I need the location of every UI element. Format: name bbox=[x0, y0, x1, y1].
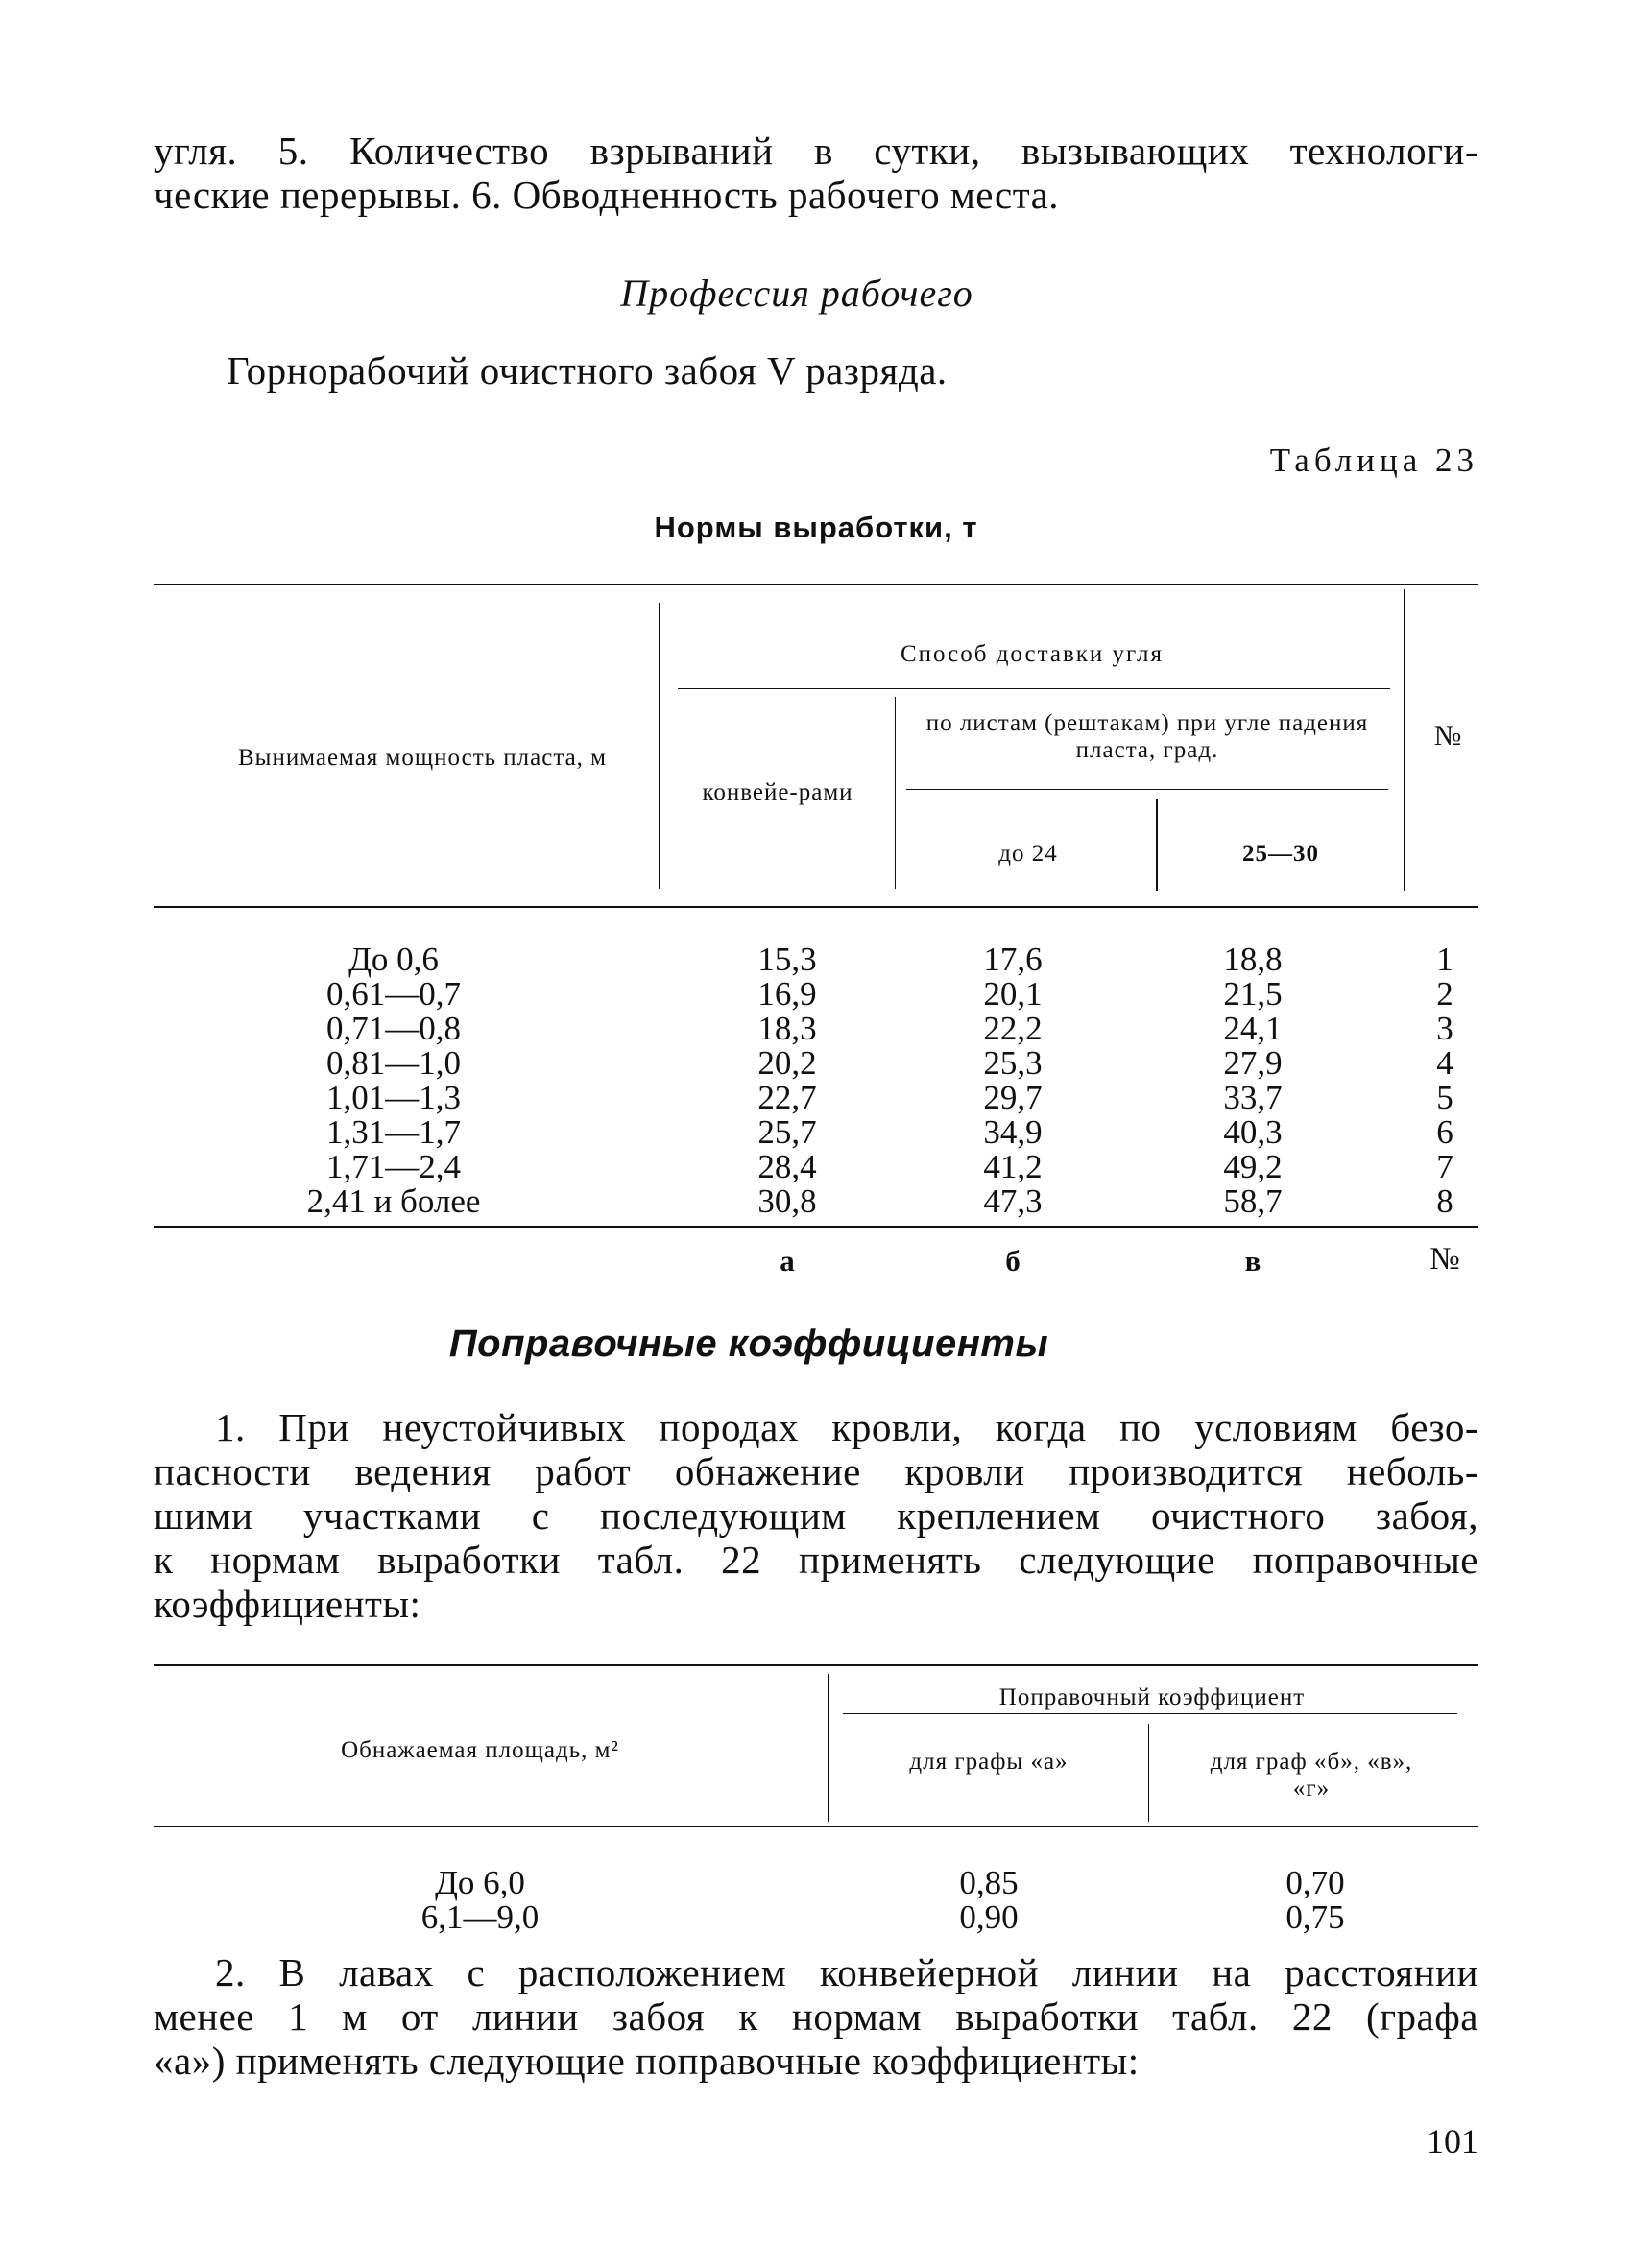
corrections-paragraph-2 bbox=[154, 1950, 1478, 2083]
table23-header-rule bbox=[154, 906, 1478, 908]
table23-title: Нормы выработки, т bbox=[654, 511, 978, 544]
intro-line-2: ческие перерывы. 6. Обводненность рабочего места. bbox=[154, 173, 1060, 217]
table23-vline-4 bbox=[1156, 799, 1158, 891]
p1-line-5: коэффициенты: bbox=[154, 1582, 421, 1626]
table-row: До 6,0 bbox=[435, 1864, 525, 1901]
table-cell: 27,9 bbox=[1223, 1044, 1283, 1082]
table-cell: 7 bbox=[1436, 1148, 1453, 1185]
table-cell: 58,7 bbox=[1223, 1182, 1283, 1220]
header-delivery: Способ доставки угля bbox=[900, 641, 1165, 667]
coef-col-area bbox=[384, 1866, 576, 1935]
table-cell: 1 bbox=[1436, 941, 1453, 978]
corrections-paragraph-1 bbox=[154, 1405, 1478, 1626]
coef-vline-1 bbox=[828, 1674, 829, 1822]
profession-text: Горнорабочий очистного забоя V разряда. bbox=[227, 348, 948, 393]
table-cell: 24,1 bbox=[1223, 1010, 1283, 1047]
table-cell: 49,2 bbox=[1223, 1148, 1283, 1185]
table-cell: 16,9 bbox=[757, 975, 817, 1013]
footer-c: в bbox=[1244, 1244, 1261, 1277]
table23-delivery-rule bbox=[678, 688, 1390, 689]
table-cell: 25,3 bbox=[983, 1044, 1043, 1082]
intro-paragraph bbox=[154, 129, 1478, 217]
p2-line-3: «а») применять следующие поправочные коэффициенты: bbox=[154, 2039, 1140, 2083]
table-row: 0,71—0,8 bbox=[326, 1010, 461, 1047]
col-c bbox=[1176, 943, 1330, 1219]
table-cell: 29,7 bbox=[983, 1079, 1043, 1116]
coef-header-col-bvg: для граф «б», «в», «г» bbox=[1210, 1749, 1413, 1802]
table23-bottom-rule bbox=[154, 1226, 1478, 1228]
table-cell: 20,2 bbox=[757, 1044, 817, 1082]
header-conveyor: конвейе-рами bbox=[702, 779, 853, 805]
coef-header-col-a: для графы «а» bbox=[909, 1749, 1069, 1775]
table-cell: 0,90 bbox=[959, 1898, 1019, 1936]
p1-line-2: пасности ведения работ обнажение кровли производится неболь- bbox=[154, 1449, 1478, 1493]
table-row: До 0,6 bbox=[348, 941, 439, 978]
table-cell: 0,85 bbox=[959, 1864, 1019, 1901]
table-cell: 5 bbox=[1436, 1079, 1453, 1116]
table23-vline-2 bbox=[1404, 589, 1405, 891]
coef-sub-rule bbox=[843, 1713, 1457, 1714]
footer-b: б bbox=[1005, 1244, 1021, 1277]
table-cell: 28,4 bbox=[757, 1148, 817, 1185]
coef-header-coef: Поправочный коэффициент bbox=[998, 1684, 1306, 1710]
table-cell: 20,1 bbox=[983, 975, 1043, 1013]
header-up-to-24: до 24 bbox=[998, 841, 1058, 867]
table-row: 1,31—1,7 bbox=[326, 1113, 461, 1151]
p1-line-1: 1. При неустойчивых породах кровли, когда по условиям безо- bbox=[215, 1405, 1478, 1449]
table-cell: 2 bbox=[1436, 975, 1453, 1013]
coef-col-a bbox=[922, 1866, 1056, 1935]
table-row: 0,61—0,7 bbox=[326, 975, 461, 1013]
p1-line-4: к нормам выработки табл. 22 применять следующие поправочные bbox=[154, 1538, 1478, 1582]
table-cell: 17,6 bbox=[983, 941, 1043, 978]
table-cell: 4 bbox=[1436, 1044, 1453, 1082]
coef-header-area: Обнажаемая площадь, м² bbox=[341, 1737, 619, 1763]
table-cell: 22,7 bbox=[757, 1079, 817, 1116]
table23-top-rule bbox=[154, 584, 1478, 585]
table23-vline-1 bbox=[659, 603, 660, 889]
table-cell: 0,75 bbox=[1285, 1898, 1345, 1936]
header-25-30: 25—30 bbox=[1242, 841, 1319, 867]
col-a bbox=[710, 943, 864, 1219]
table-cell: 6 bbox=[1436, 1113, 1453, 1151]
table-row: 6,1—9,0 bbox=[420, 1898, 540, 1936]
table-cell: 30,8 bbox=[757, 1182, 817, 1220]
coef-header-rule bbox=[154, 1826, 1478, 1827]
header-thickness: Вынимаемая мощность пласта, м bbox=[237, 745, 607, 771]
table-cell: 33,7 bbox=[1223, 1079, 1283, 1116]
footer-a: а bbox=[780, 1244, 795, 1277]
table-cell: 21,5 bbox=[1223, 975, 1283, 1013]
table-row: 1,01—1,3 bbox=[326, 1079, 461, 1116]
table-row: 0,81—1,0 bbox=[326, 1044, 461, 1082]
table23-sheets-rule bbox=[906, 789, 1388, 790]
profession-heading: Профессия рабочего bbox=[620, 272, 973, 315]
corrections-heading: Поправочные коэффициенты bbox=[448, 1323, 1049, 1365]
p2-line-1: 2. В лавах с расположением конвейерной линии на расстоянии bbox=[215, 1950, 1478, 1994]
table-cell: 47,3 bbox=[983, 1182, 1043, 1220]
col-b bbox=[936, 943, 1090, 1219]
page-number: 101 bbox=[1427, 2122, 1478, 2161]
header-sheets: по листам (рештакам) при угле падения пласта, град. bbox=[925, 710, 1369, 763]
coef-vline-2 bbox=[1148, 1724, 1149, 1822]
coef-top-rule bbox=[154, 1664, 1478, 1666]
table-cell: 18,3 bbox=[757, 1010, 817, 1047]
p1-line-3: шими участками с последующим креплением очистного забоя, bbox=[154, 1493, 1478, 1538]
coef-col-bvg bbox=[1248, 1866, 1382, 1935]
table-cell: 8 bbox=[1436, 1182, 1453, 1220]
intro-line-1: угля. 5. Количество взрываний в сутки, вызывающих технологи- bbox=[154, 129, 1478, 173]
table-cell: 41,2 bbox=[983, 1148, 1043, 1185]
col-number bbox=[1411, 943, 1478, 1219]
table-cell: 3 bbox=[1436, 1010, 1453, 1047]
p2-line-2: менее 1 м от линии забоя к нормам выработки табл. 22 (графа bbox=[154, 1994, 1478, 2039]
footer-number: № bbox=[1429, 1242, 1460, 1277]
table-cell: 22,2 bbox=[983, 1010, 1043, 1047]
table23-vline-3 bbox=[895, 697, 896, 889]
table-cell: 34,9 bbox=[983, 1113, 1043, 1151]
table-cell: 15,3 bbox=[757, 941, 817, 978]
table23-label: Таблица 23 bbox=[1269, 442, 1478, 479]
table-cell: 18,8 bbox=[1223, 941, 1283, 978]
table-cell: 40,3 bbox=[1223, 1113, 1283, 1151]
table-row: 1,71—2,4 bbox=[326, 1148, 461, 1185]
table-row: 2,41 и более bbox=[306, 1182, 481, 1220]
table-cell: 25,7 bbox=[757, 1113, 817, 1151]
col-thickness bbox=[269, 943, 518, 1219]
table-cell: 0,70 bbox=[1285, 1864, 1345, 1901]
header-number: № bbox=[1433, 720, 1462, 752]
